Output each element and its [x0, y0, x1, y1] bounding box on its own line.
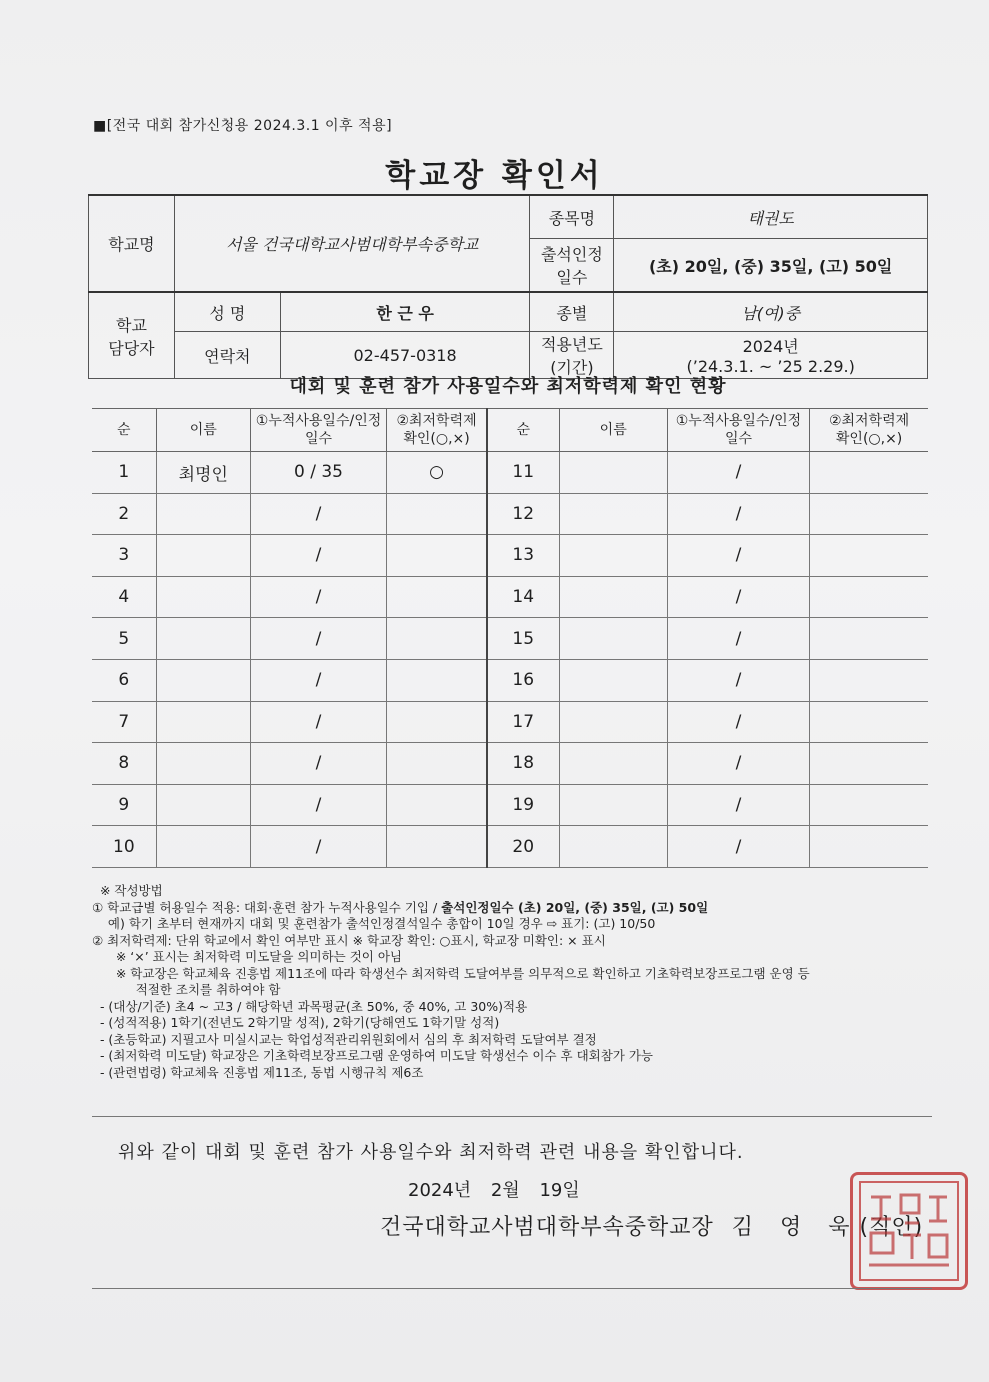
- principal-name: 김 영 욱: [731, 1215, 860, 1240]
- document-title: 학교장 확인서: [385, 158, 604, 194]
- row-number-right: 19: [487, 784, 559, 826]
- notes-heading: ※ 작성방법: [92, 883, 163, 898]
- row-number-right: 14: [487, 576, 559, 618]
- row-check: [387, 535, 487, 577]
- row-number-right: 11: [487, 452, 559, 494]
- notes-line-9: - (초등학교) 지필고사 미실시교는 학업성적관리위원회에서 심의 후 최저학력 도달여부 결정: [92, 1031, 597, 1047]
- row-check-right: [810, 576, 928, 618]
- notes-line-10: - (최저학력 미도달) 학교장은 기초학력보장프로그램 운영하여 미도달 학생선수 이수 후 대회참가 가능: [92, 1048, 653, 1063]
- year-value-line1: 2024년: [742, 337, 799, 356]
- row-check: [387, 743, 487, 785]
- official-seal-stamp: [850, 1172, 968, 1290]
- status-table: [92, 408, 928, 868]
- sport-label: 종목명: [530, 195, 614, 239]
- manager-label: [89, 292, 175, 379]
- row-check: [387, 493, 487, 535]
- row-check-right: [810, 493, 928, 535]
- row-days: /: [250, 493, 386, 535]
- status-title: 대회 및 훈련 참가 사용일수와 최저학력제 확인 현황: [289, 376, 727, 397]
- row-check: [387, 659, 487, 701]
- row-days-right: /: [667, 452, 809, 494]
- row-number: 2: [92, 493, 156, 535]
- seal-label: (직인): [859, 1215, 924, 1240]
- name-value: 한 근 우: [280, 292, 530, 332]
- manager-label-line2: 담당자: [108, 338, 155, 358]
- row-days: /: [250, 784, 386, 826]
- row-check: [387, 826, 487, 868]
- row-name: [156, 576, 250, 618]
- contact-value: 02-457-0318: [280, 332, 530, 379]
- bottom-divider: [92, 1288, 932, 1289]
- row-check-right: [810, 618, 928, 660]
- row-number-right: 17: [487, 701, 559, 743]
- row-days-right: /: [667, 701, 809, 743]
- row-name: [156, 743, 250, 785]
- header-no: 순: [92, 409, 156, 452]
- row-check-right: [810, 743, 928, 785]
- year-label-line2: (기간): [550, 358, 594, 377]
- row-check-right: [810, 784, 928, 826]
- row-number: 7: [92, 701, 156, 743]
- attendance-label-line1: 출석인정: [540, 245, 603, 264]
- row-days-right: /: [667, 826, 809, 868]
- row-name: [156, 535, 250, 577]
- header-days-line1: ①누적사용일수/인정: [255, 413, 382, 429]
- table-row: [92, 493, 928, 535]
- row-number: 1: [92, 452, 156, 494]
- notes-line-1: [92, 900, 942, 917]
- row-name-right: [559, 452, 667, 494]
- school-label: 학교명: [89, 195, 175, 292]
- header-min-right-line1: ②최저학력제: [828, 413, 910, 429]
- notes-line-2: 예) 학기 초부터 현재까지 대회 및 훈련참가 출석인정결석일수 총합이 10일 경우 ⇨ 표기: (고) 10/50: [92, 916, 656, 931]
- principal-signature: [380, 1210, 923, 1241]
- header-days-right-line1: ①누적사용일수/인정: [675, 413, 802, 429]
- principal-school: 건국대학교사범대학부속중학교장: [380, 1215, 714, 1240]
- row-name-right: [559, 701, 667, 743]
- row-days: /: [250, 618, 386, 660]
- table-row: [92, 701, 928, 743]
- row-days: /: [250, 535, 386, 577]
- row-name: [156, 701, 250, 743]
- row-name-right: [559, 618, 667, 660]
- row-check-right: [810, 826, 928, 868]
- row-number: 5: [92, 618, 156, 660]
- attendance-label-line2: 일수: [556, 268, 588, 287]
- header-min-right-line2: 확인(○,×): [835, 431, 903, 447]
- header-min-line2: 확인(○,×): [403, 431, 470, 447]
- seal-pattern-icon: [853, 1175, 965, 1287]
- row-name-right: [559, 826, 667, 868]
- row-days-right: /: [667, 535, 809, 577]
- table-row: [92, 826, 928, 868]
- table-row: [92, 576, 928, 618]
- header-min: [387, 409, 487, 452]
- row-number-right: 15: [487, 618, 559, 660]
- notes-line-1b: 출석인정일수 (초) 20일, (중) 35일, (고) 50일: [441, 899, 709, 915]
- header-days-right: [667, 409, 809, 452]
- row-days: /: [250, 701, 386, 743]
- row-name: [156, 659, 250, 701]
- status-table-header: [92, 409, 928, 452]
- row-check-right: [810, 701, 928, 743]
- info-table: [88, 194, 928, 379]
- row-name-right: [559, 576, 667, 618]
- header-no-right: 순: [487, 409, 559, 452]
- notes-line-8: - (성적적용) 1학기(전년도 2학기말 성적), 2학기(당해연도 1학기말 성적): [92, 1015, 500, 1030]
- confirmation-text: 위와 같이 대회 및 훈련 참가 사용일수와 최저학력 관련 내용을 확인합니다.: [118, 1142, 744, 1163]
- header-name-right: 이름: [559, 409, 667, 452]
- row-days-right: /: [667, 743, 809, 785]
- row-check: [387, 701, 487, 743]
- table-row: [92, 535, 928, 577]
- notes-line-6: 적절한 조치를 취하여야 함: [92, 982, 281, 997]
- notes-line-1a: ① 학교급별 허용일수 적용: 대회·훈련 참가 누적사용일수 기입 /: [92, 899, 442, 915]
- row-name-right: [559, 659, 667, 701]
- row-number-right: 20: [487, 826, 559, 868]
- row-days-right: /: [667, 784, 809, 826]
- row-check-right: [810, 659, 928, 701]
- row-days-right: /: [667, 659, 809, 701]
- row-number: 9: [92, 784, 156, 826]
- status-table-body: [92, 452, 928, 868]
- row-name-right: [559, 535, 667, 577]
- table-row: [92, 452, 928, 494]
- row-number-right: 13: [487, 535, 559, 577]
- row-days: /: [250, 659, 386, 701]
- row-name-right: [559, 784, 667, 826]
- header-name: 이름: [156, 409, 250, 452]
- row-check: [387, 576, 487, 618]
- row-number-right: 12: [487, 493, 559, 535]
- header-note: ■[전국 대회 참가신청용 2024.3.1 이후 적용]: [93, 118, 393, 134]
- school-name: 서울 건국대학교사범대학부속중학교: [174, 195, 530, 292]
- header-min-right: [810, 409, 928, 452]
- contact-label: 연락처: [174, 332, 280, 379]
- writing-instructions: [92, 883, 942, 1081]
- row-check: ○: [387, 452, 487, 494]
- row-name: [156, 618, 250, 660]
- row-number: 10: [92, 826, 156, 868]
- manager-label-line1: 학교: [115, 315, 147, 335]
- sport-value: 태권도: [614, 195, 928, 239]
- row-name-right: [559, 493, 667, 535]
- row-days: /: [250, 743, 386, 785]
- header-days-right-line2: 일수: [724, 431, 753, 447]
- attendance-value: (초) 20일, (중) 35일, (고) 50일: [614, 239, 928, 293]
- row-number: 6: [92, 659, 156, 701]
- header-days: [250, 409, 386, 452]
- notes-line-11: - (관련법령) 학교체육 진흥법 제11조, 동법 시행규칙 제6조: [92, 1064, 424, 1080]
- notes-line-3: ② 최저학력제: 단위 학교에서 확인 여부만 표시 ※ 학교장 확인: ○표시, 학교장 미확인: × 표시: [92, 932, 606, 948]
- table-row: [92, 743, 928, 785]
- notes-line-5: ※ 학교장은 학교체육 진흥법 제11조에 따라 학생선수 최저학력 도달여부를 의무적으로 확인하고 기초학력보장프로그램 운영 등: [92, 965, 810, 981]
- row-number-right: 18: [487, 743, 559, 785]
- row-days-right: /: [667, 493, 809, 535]
- year-value-line2: (’24.3.1. ~ ’25 2.29.): [686, 357, 855, 376]
- row-check-right: [810, 535, 928, 577]
- row-days: /: [250, 576, 386, 618]
- table-row: [92, 784, 928, 826]
- header-min-line1: ②최저학력제: [396, 413, 477, 429]
- divider: [92, 1116, 932, 1117]
- header-days-line2: 일수: [304, 431, 333, 447]
- attendance-label: [530, 239, 614, 293]
- name-label: 성 명: [174, 292, 280, 332]
- category-label: 종별: [530, 292, 614, 332]
- row-name: [156, 493, 250, 535]
- row-number: 8: [92, 743, 156, 785]
- row-number: 4: [92, 576, 156, 618]
- row-name: [156, 826, 250, 868]
- row-days-right: /: [667, 576, 809, 618]
- row-check: [387, 784, 487, 826]
- notes-line-4: ※ ‘×’ 표시는 최저학력 미도달을 의미하는 것이 아님: [92, 949, 402, 964]
- category-value: 남(여)중: [614, 292, 928, 332]
- year-label-line1: 적용년도: [540, 335, 603, 354]
- row-days: /: [250, 826, 386, 868]
- row-name: 최명인: [156, 452, 250, 494]
- table-row: [92, 659, 928, 701]
- row-days-right: /: [667, 618, 809, 660]
- row-check-right: [810, 452, 928, 494]
- row-name-right: [559, 743, 667, 785]
- confirmation-date: 2024년 2월 19일: [408, 1180, 580, 1201]
- notes-line-7: - (대상/기준) 초4 ~ 고3 / 해당학년 과목평균(초 50%, 중 40%, 고 30%)적용: [92, 998, 528, 1014]
- row-number: 3: [92, 535, 156, 577]
- row-check: [387, 618, 487, 660]
- table-row: [92, 618, 928, 660]
- row-days: 0 / 35: [250, 452, 386, 494]
- row-number-right: 16: [487, 659, 559, 701]
- row-name: [156, 784, 250, 826]
